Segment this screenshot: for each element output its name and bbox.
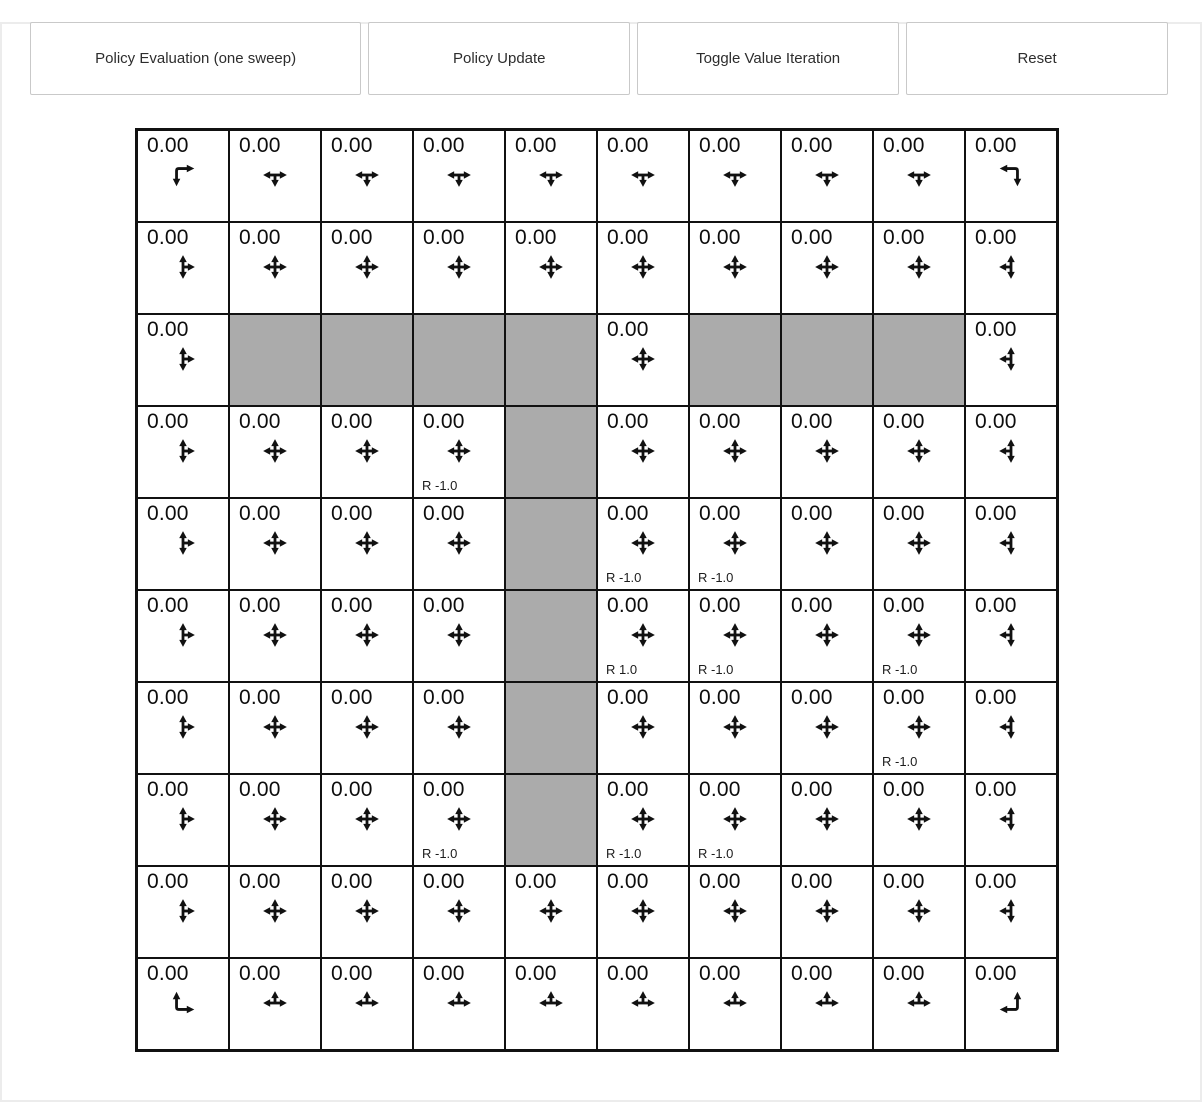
- grid-cell: [873, 866, 965, 958]
- cell-value: 0.00: [423, 502, 465, 525]
- policy-arrows-icon: [353, 529, 381, 557]
- cell-value: 0.00: [607, 226, 649, 249]
- policy-arrows-icon: [997, 253, 1025, 281]
- cell-value: 0.00: [147, 502, 189, 525]
- policy-arrows-icon: [353, 713, 381, 741]
- grid-cell: [505, 866, 597, 958]
- grid-cell: [597, 498, 689, 590]
- policy-arrows-icon: [813, 713, 841, 741]
- wall-cell: [229, 314, 321, 406]
- cell-value: 0.00: [331, 502, 373, 525]
- policy-arrows-icon: [537, 897, 565, 925]
- cell-value: 0.00: [147, 134, 189, 157]
- policy-arrows-icon: [261, 897, 289, 925]
- grid-cell: [873, 774, 965, 866]
- policy-arrows-icon: [905, 529, 933, 557]
- grid-cell: [597, 406, 689, 498]
- policy-arrows-icon: [445, 529, 473, 557]
- policy-arrows-icon: [721, 713, 749, 741]
- gridworld: [135, 128, 1059, 1052]
- grid-cell: [781, 222, 873, 314]
- policy-arrows-icon: [169, 253, 197, 281]
- policy-arrows-icon: [353, 897, 381, 925]
- grid-cell: [413, 406, 505, 498]
- grid-cell: [505, 130, 597, 222]
- policy-arrows-icon: [537, 989, 565, 1017]
- cell-value: 0.00: [423, 778, 465, 801]
- grid-cell: [137, 406, 229, 498]
- policy-arrows-icon: [997, 161, 1025, 189]
- grid-cell: [597, 682, 689, 774]
- cell-reward: R -1.0: [698, 570, 734, 585]
- grid-cell: [781, 682, 873, 774]
- grid-cell: [689, 866, 781, 958]
- cell-value: 0.00: [699, 410, 741, 433]
- grid-cell: [781, 498, 873, 590]
- policy-arrows-icon: [353, 253, 381, 281]
- reset-button[interactable]: Reset: [906, 22, 1168, 95]
- policy-arrows-icon: [721, 805, 749, 833]
- cell-reward: R -1.0: [606, 846, 642, 861]
- grid-cell: [321, 866, 413, 958]
- grid-cell: [597, 222, 689, 314]
- grid-cell: [873, 590, 965, 682]
- policy-arrows-icon: [169, 621, 197, 649]
- cell-value: 0.00: [607, 594, 649, 617]
- grid-cell: [689, 590, 781, 682]
- policy-arrows-icon: [997, 713, 1025, 741]
- cell-value: 0.00: [331, 134, 373, 157]
- grid-cell: [597, 130, 689, 222]
- policy-arrows-icon: [997, 897, 1025, 925]
- cell-value: 0.00: [883, 686, 925, 709]
- grid-cell: [229, 498, 321, 590]
- policy-arrows-icon: [353, 621, 381, 649]
- grid-cell: [229, 774, 321, 866]
- cell-value: 0.00: [883, 962, 925, 985]
- wall-cell: [873, 314, 965, 406]
- cell-value: 0.00: [791, 594, 833, 617]
- cell-reward: R -1.0: [698, 846, 734, 861]
- policy-arrows-icon: [905, 805, 933, 833]
- grid-cell: [505, 958, 597, 1050]
- cell-value: 0.00: [883, 134, 925, 157]
- policy-arrows-icon: [629, 897, 657, 925]
- grid-cell: [965, 682, 1057, 774]
- grid-cell: [229, 958, 321, 1050]
- grid-cell: [873, 498, 965, 590]
- cell-value: 0.00: [147, 594, 189, 617]
- grid-cell: [413, 774, 505, 866]
- grid-cell: [781, 406, 873, 498]
- cell-value: 0.00: [699, 778, 741, 801]
- grid-cell: [965, 130, 1057, 222]
- grid-cell: [781, 866, 873, 958]
- grid-cell: [965, 866, 1057, 958]
- cell-value: 0.00: [699, 686, 741, 709]
- policy-arrows-icon: [445, 253, 473, 281]
- wall-cell: [321, 314, 413, 406]
- policy-arrows-icon: [721, 437, 749, 465]
- grid-cell: [689, 498, 781, 590]
- grid-cell: [873, 130, 965, 222]
- grid-cell: [137, 682, 229, 774]
- grid-cell: [781, 590, 873, 682]
- policy-arrows-icon: [721, 621, 749, 649]
- policy-arrows-icon: [997, 989, 1025, 1017]
- grid-cell: [321, 590, 413, 682]
- policy-arrows-icon: [905, 437, 933, 465]
- grid-cell: [965, 958, 1057, 1050]
- policy-arrows-icon: [721, 253, 749, 281]
- cell-value: 0.00: [883, 226, 925, 249]
- grid-cell: [873, 958, 965, 1050]
- cell-value: 0.00: [975, 686, 1017, 709]
- policy-arrows-icon: [629, 529, 657, 557]
- policy-arrows-icon: [169, 897, 197, 925]
- cell-value: 0.00: [975, 318, 1017, 341]
- cell-value: 0.00: [699, 134, 741, 157]
- policy-arrows-icon: [813, 805, 841, 833]
- cell-value: 0.00: [699, 226, 741, 249]
- cell-value: 0.00: [423, 686, 465, 709]
- cell-value: 0.00: [975, 134, 1017, 157]
- grid-cell: [229, 406, 321, 498]
- wall-cell: [505, 498, 597, 590]
- grid-cell: [689, 682, 781, 774]
- cell-value: 0.00: [607, 318, 649, 341]
- grid-cell: [689, 222, 781, 314]
- policy-arrows-icon: [905, 713, 933, 741]
- grid-cell: [229, 590, 321, 682]
- cell-value: 0.00: [331, 226, 373, 249]
- policy-arrows-icon: [629, 621, 657, 649]
- grid-cell: [965, 222, 1057, 314]
- policy-arrows-icon: [169, 161, 197, 189]
- policy-arrows-icon: [721, 161, 749, 189]
- policy-arrows-icon: [629, 253, 657, 281]
- cell-value: 0.00: [975, 410, 1017, 433]
- grid-cell: [321, 958, 413, 1050]
- policy-arrows-icon: [445, 805, 473, 833]
- grid-cell: [597, 774, 689, 866]
- cell-value: 0.00: [239, 502, 281, 525]
- cell-value: 0.00: [515, 134, 557, 157]
- cell-value: 0.00: [147, 686, 189, 709]
- policy-arrows-icon: [629, 989, 657, 1017]
- policy-arrows-icon: [261, 989, 289, 1017]
- grid-cell: [689, 406, 781, 498]
- cell-value: 0.00: [331, 870, 373, 893]
- grid-cell: [873, 682, 965, 774]
- grid-cell: [597, 958, 689, 1050]
- cell-value: 0.00: [147, 962, 189, 985]
- cell-value: 0.00: [423, 594, 465, 617]
- cell-value: 0.00: [883, 410, 925, 433]
- wall-cell: [781, 314, 873, 406]
- cell-value: 0.00: [975, 502, 1017, 525]
- policy-arrows-icon: [629, 805, 657, 833]
- cell-value: 0.00: [331, 594, 373, 617]
- cell-value: 0.00: [791, 502, 833, 525]
- policy-arrows-icon: [353, 805, 381, 833]
- cell-value: 0.00: [791, 686, 833, 709]
- grid-cell: [137, 958, 229, 1050]
- policy-arrows-icon: [261, 621, 289, 649]
- policy-arrows-icon: [997, 621, 1025, 649]
- policy-arrows-icon: [445, 989, 473, 1017]
- cell-value: 0.00: [515, 226, 557, 249]
- policy-arrows-icon: [169, 529, 197, 557]
- policy-arrows-icon: [629, 345, 657, 373]
- cell-value: 0.00: [883, 594, 925, 617]
- cell-value: 0.00: [607, 410, 649, 433]
- policy-arrows-icon: [629, 713, 657, 741]
- policy-arrows-icon: [813, 897, 841, 925]
- cell-value: 0.00: [699, 594, 741, 617]
- policy-arrows-icon: [537, 161, 565, 189]
- policy-arrows-icon: [997, 529, 1025, 557]
- wall-cell: [413, 314, 505, 406]
- cell-reward: R -1.0: [422, 846, 458, 861]
- cell-value: 0.00: [515, 870, 557, 893]
- cell-value: 0.00: [331, 962, 373, 985]
- cell-value: 0.00: [975, 870, 1017, 893]
- cell-value: 0.00: [975, 594, 1017, 617]
- policy-arrows-icon: [169, 713, 197, 741]
- cell-value: 0.00: [147, 778, 189, 801]
- cell-value: 0.00: [147, 318, 189, 341]
- grid-cell: [229, 866, 321, 958]
- policy-arrows-icon: [261, 161, 289, 189]
- cell-value: 0.00: [607, 502, 649, 525]
- policy-arrows-icon: [261, 437, 289, 465]
- cell-value: 0.00: [423, 870, 465, 893]
- cell-value: 0.00: [975, 778, 1017, 801]
- grid-cell: [965, 774, 1057, 866]
- policy-arrows-icon: [353, 437, 381, 465]
- policy-arrows-icon: [905, 621, 933, 649]
- cell-reward: R -1.0: [882, 662, 918, 677]
- policy-arrows-icon: [261, 805, 289, 833]
- cell-value: 0.00: [239, 594, 281, 617]
- policy-arrows-icon: [353, 161, 381, 189]
- policy-arrows-icon: [813, 161, 841, 189]
- cell-value: 0.00: [239, 870, 281, 893]
- wall-cell: [689, 314, 781, 406]
- cell-value: 0.00: [975, 226, 1017, 249]
- policy-arrows-icon: [261, 529, 289, 557]
- grid-cell: [229, 682, 321, 774]
- grid-cell: [321, 130, 413, 222]
- grid-cell: [229, 130, 321, 222]
- policy-arrows-icon: [445, 161, 473, 189]
- grid-cell: [689, 958, 781, 1050]
- grid-cell: [413, 498, 505, 590]
- grid-cell: [137, 590, 229, 682]
- grid-cell: [413, 590, 505, 682]
- policy-arrows-icon: [629, 161, 657, 189]
- cell-value: 0.00: [883, 778, 925, 801]
- cell-reward: R 1.0: [606, 662, 638, 677]
- grid-cell: [137, 774, 229, 866]
- cell-value: 0.00: [607, 778, 649, 801]
- grid-cell: [137, 498, 229, 590]
- grid-cell: [597, 590, 689, 682]
- cell-value: 0.00: [147, 870, 189, 893]
- policy-arrows-icon: [537, 253, 565, 281]
- policy-arrows-icon: [445, 713, 473, 741]
- cell-value: 0.00: [239, 778, 281, 801]
- grid-cell: [965, 406, 1057, 498]
- grid-cell: [321, 406, 413, 498]
- policy-arrows-icon: [813, 253, 841, 281]
- policy-arrows-icon: [905, 897, 933, 925]
- grid-cell: [689, 774, 781, 866]
- cell-value: 0.00: [791, 962, 833, 985]
- cell-reward: R -1.0: [422, 478, 458, 493]
- cell-value: 0.00: [791, 778, 833, 801]
- grid-cell: [229, 222, 321, 314]
- policy-arrows-icon: [169, 989, 197, 1017]
- cell-value: 0.00: [331, 778, 373, 801]
- cell-value: 0.00: [423, 226, 465, 249]
- wall-cell: [505, 682, 597, 774]
- policy-arrows-icon: [261, 713, 289, 741]
- policy-arrows-icon: [997, 437, 1025, 465]
- cell-value: 0.00: [699, 962, 741, 985]
- cell-value: 0.00: [791, 870, 833, 893]
- cell-value: 0.00: [975, 962, 1017, 985]
- grid-cell: [137, 314, 229, 406]
- policy-arrows-icon: [721, 989, 749, 1017]
- grid-cell: [781, 130, 873, 222]
- policy-arrows-icon: [905, 989, 933, 1017]
- grid-cell: [781, 958, 873, 1050]
- grid-cell: [873, 222, 965, 314]
- cell-value: 0.00: [699, 502, 741, 525]
- grid-cell: [413, 222, 505, 314]
- grid-cell: [965, 590, 1057, 682]
- cell-value: 0.00: [515, 962, 557, 985]
- grid-cell: [137, 222, 229, 314]
- cell-value: 0.00: [239, 410, 281, 433]
- policy-evaluation-button[interactable]: Policy Evaluation (one sweep): [30, 22, 361, 95]
- policy-arrows-icon: [721, 897, 749, 925]
- policy-arrows-icon: [721, 529, 749, 557]
- grid-cell: [321, 774, 413, 866]
- cell-value: 0.00: [791, 134, 833, 157]
- policy-arrows-icon: [997, 345, 1025, 373]
- policy-arrows-icon: [629, 437, 657, 465]
- grid-cell: [413, 682, 505, 774]
- cell-value: 0.00: [331, 410, 373, 433]
- grid-cell: [413, 958, 505, 1050]
- cell-value: 0.00: [239, 134, 281, 157]
- cell-value: 0.00: [607, 962, 649, 985]
- cell-value: 0.00: [331, 686, 373, 709]
- cell-value: 0.00: [699, 870, 741, 893]
- cell-value: 0.00: [239, 226, 281, 249]
- cell-value: 0.00: [423, 134, 465, 157]
- grid-cell: [597, 866, 689, 958]
- wall-cell: [505, 774, 597, 866]
- toolbar: [30, 22, 1168, 95]
- policy-arrows-icon: [169, 437, 197, 465]
- cell-value: 0.00: [607, 134, 649, 157]
- grid-cell: [965, 498, 1057, 590]
- grid-cell: [505, 222, 597, 314]
- cell-reward: R -1.0: [698, 662, 734, 677]
- grid-cell: [781, 774, 873, 866]
- policy-arrows-icon: [169, 345, 197, 373]
- policy-arrows-icon: [445, 621, 473, 649]
- grid-cell: [689, 130, 781, 222]
- policy-arrows-icon: [445, 897, 473, 925]
- wall-cell: [505, 590, 597, 682]
- policy-arrows-icon: [813, 989, 841, 1017]
- wall-cell: [505, 406, 597, 498]
- cell-value: 0.00: [883, 870, 925, 893]
- grid-cell: [965, 314, 1057, 406]
- cell-value: 0.00: [239, 962, 281, 985]
- cell-value: 0.00: [791, 410, 833, 433]
- policy-arrows-icon: [813, 529, 841, 557]
- policy-arrows-icon: [905, 161, 933, 189]
- grid-cell: [597, 314, 689, 406]
- policy-update-button[interactable]: Policy Update: [368, 22, 630, 95]
- policy-arrows-icon: [813, 621, 841, 649]
- grid-cell: [321, 682, 413, 774]
- grid-cell: [321, 498, 413, 590]
- cell-reward: R -1.0: [606, 570, 642, 585]
- policy-arrows-icon: [353, 989, 381, 1017]
- grid-cell: [413, 866, 505, 958]
- cell-value: 0.00: [791, 226, 833, 249]
- policy-arrows-icon: [905, 253, 933, 281]
- cell-value: 0.00: [883, 502, 925, 525]
- cell-value: 0.00: [423, 410, 465, 433]
- policy-arrows-icon: [169, 805, 197, 833]
- grid-cell: [413, 130, 505, 222]
- cell-value: 0.00: [147, 410, 189, 433]
- cell-value: 0.00: [607, 686, 649, 709]
- policy-arrows-icon: [997, 805, 1025, 833]
- cell-value: 0.00: [147, 226, 189, 249]
- cell-value: 0.00: [607, 870, 649, 893]
- policy-arrows-icon: [445, 437, 473, 465]
- grid-cell: [137, 130, 229, 222]
- toggle-value-iteration-button[interactable]: Toggle Value Iteration: [637, 22, 899, 95]
- policy-arrows-icon: [813, 437, 841, 465]
- grid-cell: [321, 222, 413, 314]
- cell-value: 0.00: [239, 686, 281, 709]
- wall-cell: [505, 314, 597, 406]
- cell-value: 0.00: [423, 962, 465, 985]
- cell-reward: R -1.0: [882, 754, 918, 769]
- grid-cell: [873, 406, 965, 498]
- grid-cell: [137, 866, 229, 958]
- policy-arrows-icon: [261, 253, 289, 281]
